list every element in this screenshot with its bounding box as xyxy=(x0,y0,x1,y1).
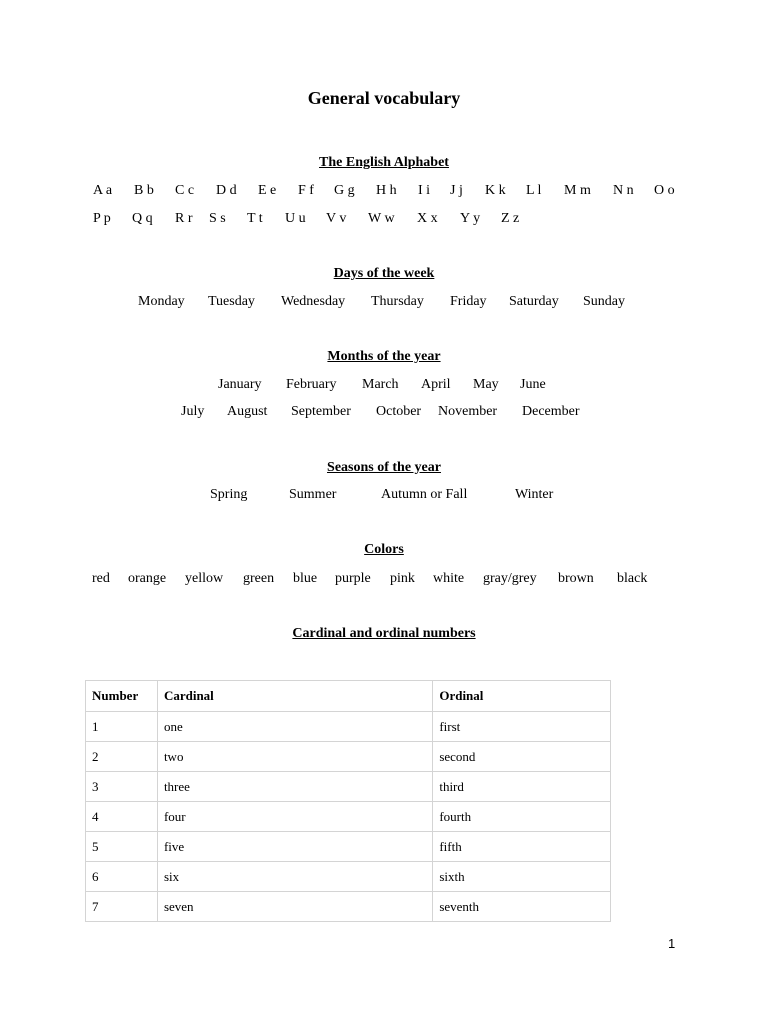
cell-ordinal: seventh xyxy=(433,892,611,922)
alphabet-letter: A a xyxy=(93,183,113,198)
color-item: yellow xyxy=(185,571,224,586)
colors-heading: Colors xyxy=(364,542,404,557)
alphabet-letter: F f xyxy=(298,183,314,198)
days-heading: Days of the week xyxy=(333,266,435,281)
table-row xyxy=(86,802,611,832)
month-item: April xyxy=(421,377,451,392)
alphabet-letter: E e xyxy=(258,183,277,198)
color-item: red xyxy=(92,571,110,586)
cell-cardinal: one xyxy=(157,712,432,742)
alphabet-letter: U u xyxy=(285,211,306,226)
month-item: August xyxy=(227,404,268,419)
cell-ordinal: second xyxy=(433,742,611,772)
table-header-row xyxy=(86,681,611,712)
alphabet-letter: Y y xyxy=(460,211,481,226)
header-cardinal: Cardinal xyxy=(157,681,432,712)
alphabet-letter: S s xyxy=(209,211,226,226)
day-item: Tuesday xyxy=(208,294,255,309)
cell-cardinal: two xyxy=(157,742,432,772)
alphabet-letter: B b xyxy=(134,183,154,198)
color-item: purple xyxy=(335,571,371,586)
cell-number: 1 xyxy=(86,712,158,742)
months-heading: Months of the year xyxy=(327,349,441,364)
alphabet-letter: Q q xyxy=(132,211,153,226)
alphabet-letter: N n xyxy=(613,183,634,198)
table-row xyxy=(86,712,611,742)
page-title: General vocabulary xyxy=(307,88,461,108)
table-row xyxy=(86,862,611,892)
month-item: December xyxy=(522,404,580,419)
alphabet-letter: D d xyxy=(216,183,237,198)
numbers-heading: Cardinal and ordinal numbers xyxy=(292,626,476,641)
alphabet-letter: H h xyxy=(376,183,397,198)
season-item: Autumn or Fall xyxy=(381,487,468,502)
color-item: gray/grey xyxy=(483,571,537,586)
cell-cardinal: three xyxy=(157,772,432,802)
season-item: Spring xyxy=(210,487,248,502)
month-item: November xyxy=(438,404,498,419)
cell-number: 2 xyxy=(86,742,158,772)
month-item: July xyxy=(181,404,205,419)
alphabet-letter: T t xyxy=(247,211,263,226)
numbers-table xyxy=(85,680,611,922)
color-item: orange xyxy=(128,571,167,586)
alphabet-letter: P p xyxy=(93,211,111,226)
cell-ordinal: third xyxy=(433,772,611,802)
day-item: Monday xyxy=(138,294,185,309)
cell-ordinal: first xyxy=(433,712,611,742)
alphabet-letter: G g xyxy=(334,183,355,198)
day-item: Sunday xyxy=(583,294,625,309)
month-item: June xyxy=(520,377,546,392)
alphabet-letter: M m xyxy=(564,183,591,198)
alphabet-letter: C c xyxy=(175,183,195,198)
day-item: Saturday xyxy=(509,294,559,309)
cell-number: 5 xyxy=(86,832,158,862)
cell-number: 6 xyxy=(86,862,158,892)
alphabet-letter: I i xyxy=(418,183,431,198)
alphabet-letter: O o xyxy=(654,183,675,198)
month-item: March xyxy=(362,377,399,392)
cell-ordinal: fourth xyxy=(433,802,611,832)
season-item: Summer xyxy=(289,487,337,502)
day-item: Wednesday xyxy=(281,294,346,309)
cell-number: 3 xyxy=(86,772,158,802)
header-ordinal: Ordinal xyxy=(433,681,611,712)
alphabet-letter: W w xyxy=(368,211,395,226)
alphabet-letter: X x xyxy=(417,211,438,226)
cell-ordinal: fifth xyxy=(433,832,611,862)
cell-cardinal: four xyxy=(157,802,432,832)
season-item: Winter xyxy=(515,487,554,502)
day-item: Friday xyxy=(450,294,487,309)
seasons-heading: Seasons of the year xyxy=(327,460,441,475)
alphabet-letter: R r xyxy=(175,211,193,226)
day-item: Thursday xyxy=(371,294,424,309)
cell-cardinal: seven xyxy=(157,892,432,922)
table-row xyxy=(86,892,611,922)
cell-cardinal: five xyxy=(157,832,432,862)
alphabet-letter: Z z xyxy=(501,211,520,226)
table-row xyxy=(86,772,611,802)
table-row xyxy=(86,832,611,862)
header-number: Number xyxy=(86,681,158,712)
month-item: January xyxy=(218,377,262,392)
color-item: pink xyxy=(390,571,415,586)
alphabet-letter: K k xyxy=(485,183,506,198)
alphabet-letter: L l xyxy=(526,183,542,198)
month-item: May xyxy=(473,377,499,392)
cell-number: 4 xyxy=(86,802,158,832)
color-item: white xyxy=(433,571,465,586)
cell-cardinal: six xyxy=(157,862,432,892)
month-item: September xyxy=(291,404,351,419)
color-item: black xyxy=(617,571,648,586)
page-number: 1 xyxy=(668,936,676,951)
alphabet-letter: J j xyxy=(450,183,463,198)
cell-number: 7 xyxy=(86,892,158,922)
alphabet-letter: V v xyxy=(326,211,347,226)
color-item: green xyxy=(243,571,275,586)
month-item: February xyxy=(286,377,337,392)
month-item: October xyxy=(376,404,422,419)
color-item: brown xyxy=(558,571,594,586)
color-item: blue xyxy=(293,571,318,586)
cell-ordinal: sixth xyxy=(433,862,611,892)
table-row xyxy=(86,742,611,772)
alphabet-heading: The English Alphabet xyxy=(319,155,449,170)
